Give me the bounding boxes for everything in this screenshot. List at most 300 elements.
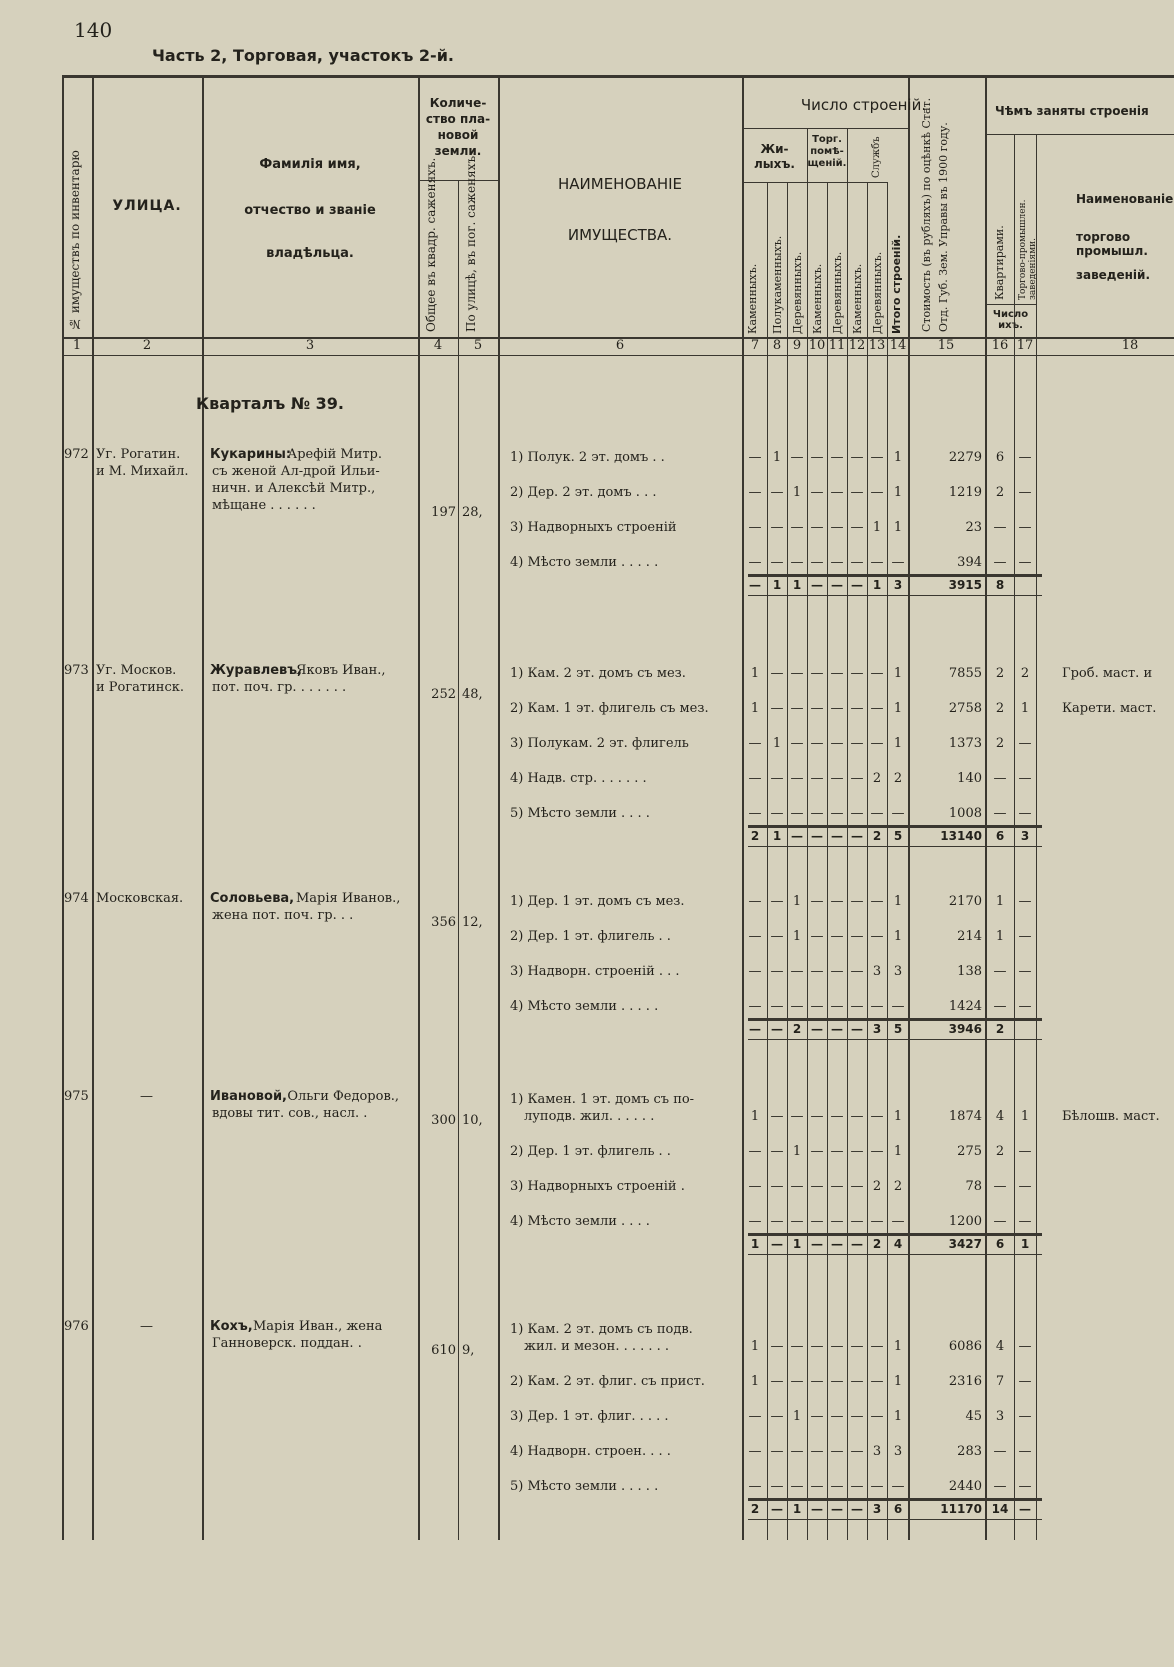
item-label: 2) Дер. 1 эт. флигель . . xyxy=(510,929,671,944)
total-cell: 1 xyxy=(750,1237,760,1251)
total-cell: — xyxy=(749,578,761,592)
column-number: 15 xyxy=(937,338,955,353)
column-number: 18 xyxy=(1121,338,1139,353)
entry-area: 197 xyxy=(431,505,456,520)
land-group-header: Количе- xyxy=(429,96,487,110)
total-cell: — xyxy=(851,1237,863,1251)
col14-header: Итого строеній. xyxy=(890,234,903,334)
item-total: 1 xyxy=(893,666,903,681)
total-cell: — xyxy=(831,1237,843,1251)
item-cost: 275 xyxy=(957,1144,982,1159)
item-total: — xyxy=(891,555,905,570)
entry-street: Уг. Москов. xyxy=(96,663,177,678)
item-enterprises: — xyxy=(1018,1144,1032,1159)
item-cell: — xyxy=(830,1179,844,1194)
entry-owner-line: мѣщане . . . . . . xyxy=(212,498,316,513)
total-cell: — xyxy=(831,578,843,592)
entry-owner-surname: Ивановой, xyxy=(210,1089,287,1104)
item-cell: — xyxy=(850,1214,864,1229)
item-label: 3) Надворн. строеній . . . xyxy=(510,964,680,979)
item-cell: — xyxy=(850,999,864,1014)
total-buildings: 4 xyxy=(893,1237,903,1251)
item-label: 1) Полук. 2 эт. домъ . . xyxy=(510,450,665,465)
item-cell: 3 xyxy=(872,1444,882,1459)
total-enterprises: 3 xyxy=(1020,829,1030,843)
item-cell: — xyxy=(748,999,762,1014)
item-label: 4) Мѣсто земли . . . . . xyxy=(510,555,659,570)
entry-owner-surname: Журавлевъ, xyxy=(210,663,302,678)
col3-header-line3: владѣльца. xyxy=(266,246,354,261)
trade-rule xyxy=(847,128,848,182)
total-cell: — xyxy=(791,829,803,843)
item-cell: — xyxy=(748,1144,762,1159)
item-total: 1 xyxy=(893,520,903,535)
buildings-group-header: Число строеній. xyxy=(800,96,927,114)
total-cell: 3 xyxy=(872,1502,882,1516)
item-cell: — xyxy=(790,520,804,535)
item-apartments: 4 xyxy=(995,1339,1005,1354)
column-number: 1 xyxy=(72,338,82,353)
item-total: 3 xyxy=(893,1444,903,1459)
item-total: 1 xyxy=(893,736,903,751)
item-enterprise-name: Бѣлошв. маст. xyxy=(1062,1109,1160,1124)
entry-owner-surname: Соловьева, xyxy=(210,891,295,906)
col-divider xyxy=(742,75,744,1540)
item-cell: — xyxy=(748,964,762,979)
item-enterprises: — xyxy=(1018,964,1032,979)
total-cell: — xyxy=(749,1022,761,1036)
total-enterprises: — xyxy=(1019,1502,1031,1516)
item-apartments: — xyxy=(993,999,1007,1014)
item-apartments: 2 xyxy=(995,1144,1005,1159)
item-cell: — xyxy=(810,806,824,821)
item-label: 3) Полукам. 2 эт. флигель xyxy=(510,736,689,751)
item-apartments: — xyxy=(993,1444,1007,1459)
item-apartments: 2 xyxy=(995,701,1005,716)
item-cost: 6086 xyxy=(948,1339,982,1354)
col4-header: Общее въ квадр. саженяхъ. xyxy=(424,157,438,332)
item-cell: — xyxy=(810,1409,824,1424)
residential-header: лыхъ. xyxy=(754,157,795,171)
item-enterprises: — xyxy=(1018,485,1032,500)
item-cell: — xyxy=(870,701,884,716)
item-cell: — xyxy=(770,1144,784,1159)
item-cell: — xyxy=(748,894,762,909)
total-buildings: 6 xyxy=(893,1502,903,1516)
item-cell: — xyxy=(770,1409,784,1424)
total-cell: 3 xyxy=(872,1022,882,1036)
entry-number: 974 xyxy=(64,891,89,906)
item-cell: — xyxy=(790,450,804,465)
item-label: 3) Надворныхъ строеній xyxy=(510,520,677,535)
item-label: 3) Надворныхъ строеній . xyxy=(510,1179,685,1194)
item-cell: — xyxy=(830,1339,844,1354)
item-cell: — xyxy=(810,929,824,944)
item-cell: 1 xyxy=(792,1144,802,1159)
item-enterprise-name: Карети. маст. xyxy=(1062,701,1157,716)
item-total: 1 xyxy=(893,929,903,944)
col-divider xyxy=(807,182,808,1540)
item-cell: — xyxy=(748,1444,762,1459)
col17-header: Торгово-промышлен. заведеніями. xyxy=(1018,199,1038,300)
col-divider xyxy=(498,75,500,1540)
count-label: Число xyxy=(992,309,1029,320)
item-total: 1 xyxy=(893,1339,903,1354)
entry-owner-line: Ольги Федоров., xyxy=(287,1089,400,1104)
item-apartments: 7 xyxy=(995,1374,1005,1389)
item-cell: 1 xyxy=(792,929,802,944)
total-cost: 11170 xyxy=(940,1502,982,1516)
item-cell: — xyxy=(770,999,784,1014)
total-cost: 3427 xyxy=(948,1237,982,1251)
item-cell: — xyxy=(748,929,762,944)
item-cell: — xyxy=(830,450,844,465)
column-number: 3 xyxy=(305,338,315,353)
item-cell: — xyxy=(810,736,824,751)
item-cell: — xyxy=(830,1214,844,1229)
item-cell: — xyxy=(850,1374,864,1389)
entry-number: 973 xyxy=(64,663,89,678)
count-label: ихъ. xyxy=(998,320,1023,331)
item-cell: — xyxy=(850,964,864,979)
entry-totals-underline xyxy=(748,595,1042,596)
item-cell: — xyxy=(748,736,762,751)
total-buildings: 5 xyxy=(893,829,903,843)
count-rule xyxy=(985,304,1036,305)
item-cell: — xyxy=(850,485,864,500)
col6-header-line2: ИМУЩЕСТВА. xyxy=(567,226,673,244)
column-number: 9 xyxy=(792,338,802,353)
item-apartments: 1 xyxy=(995,894,1005,909)
entry-totals-underline xyxy=(748,1519,1042,1520)
column-number: 6 xyxy=(615,338,625,353)
total-cell: 2 xyxy=(750,1502,760,1516)
entry-owner-line: Арефій Митр. xyxy=(287,447,383,462)
col-divider xyxy=(767,182,768,1540)
item-apartments: — xyxy=(993,964,1007,979)
item-cell: — xyxy=(830,806,844,821)
col3-header-line2: отчество и званіе xyxy=(244,203,376,218)
entry-frontage: 12, xyxy=(462,915,483,930)
item-cell: — xyxy=(870,1409,884,1424)
entry-totals-rule xyxy=(748,1018,1042,1021)
col12-header: Каменныхъ. xyxy=(851,263,864,334)
item-cell: — xyxy=(770,1179,784,1194)
col11-header: Деревянныхъ. xyxy=(831,251,844,334)
item-cell: — xyxy=(850,1339,864,1354)
total-cell: — xyxy=(811,1237,823,1251)
item-apartments: — xyxy=(993,1479,1007,1494)
item-cell: 1 xyxy=(792,1409,802,1424)
occupied-group-rule xyxy=(985,134,1174,135)
total-cell: 1 xyxy=(872,578,882,592)
item-enterprises: — xyxy=(1018,771,1032,786)
total-cell: — xyxy=(811,1502,823,1516)
item-cell: — xyxy=(790,1214,804,1229)
item-cell: — xyxy=(770,929,784,944)
col6-header-line1: НАИМЕНОВАНІЕ xyxy=(558,175,682,193)
entry-totals-rule xyxy=(748,1233,1042,1236)
item-enterprises: — xyxy=(1018,1479,1032,1494)
entry-owner-line: Марія Иванов., xyxy=(296,891,401,906)
item-cost: 2758 xyxy=(948,701,982,716)
item-total: 1 xyxy=(893,1144,903,1159)
total-cell: — xyxy=(811,578,823,592)
entry-street: Московская. xyxy=(96,891,184,906)
land-group-header: земли. xyxy=(434,144,482,158)
column-number: 5 xyxy=(473,338,483,353)
item-cost: 138 xyxy=(957,964,982,979)
item-cell: — xyxy=(870,999,884,1014)
entry-frontage: 28, xyxy=(462,505,483,520)
total-cell: — xyxy=(851,1502,863,1516)
item-label-cont: жил. и мезон. . . . . . . xyxy=(524,1339,670,1354)
land-group-header: новой xyxy=(437,128,479,142)
item-cell: — xyxy=(870,929,884,944)
item-cell: — xyxy=(850,736,864,751)
item-cell: — xyxy=(790,1374,804,1389)
item-cell: — xyxy=(810,1144,824,1159)
item-cell: — xyxy=(748,520,762,535)
item-total: — xyxy=(891,1479,905,1494)
item-total: 2 xyxy=(893,771,903,786)
total-cost: 3915 xyxy=(948,578,982,592)
item-cell: — xyxy=(770,1444,784,1459)
item-apartments: — xyxy=(993,1214,1007,1229)
item-total: — xyxy=(891,1214,905,1229)
entry-street: и Рогатинск. xyxy=(96,680,184,695)
trade-header: Торг. xyxy=(812,134,842,145)
entry-owner-surname: Кохъ, xyxy=(210,1319,253,1334)
entry-street: и М. Михайл. xyxy=(96,464,189,479)
item-enterprises: — xyxy=(1018,894,1032,909)
item-apartments: — xyxy=(993,555,1007,570)
item-label: 2) Дер. 1 эт. флигель . . xyxy=(510,1144,671,1159)
column-number: 7 xyxy=(750,338,760,353)
item-cell: — xyxy=(770,1339,784,1354)
item-cell: — xyxy=(870,1374,884,1389)
item-cost: 78 xyxy=(965,1179,982,1194)
column-number: 11 xyxy=(828,338,846,353)
item-cost: 1219 xyxy=(948,485,982,500)
item-cell: — xyxy=(870,1339,884,1354)
total-cell: 1 xyxy=(792,1502,802,1516)
item-cell: — xyxy=(830,1479,844,1494)
item-cell: — xyxy=(770,964,784,979)
item-cell: — xyxy=(850,1409,864,1424)
item-cell: — xyxy=(850,666,864,681)
item-cell: 1 xyxy=(750,701,760,716)
item-apartments: 2 xyxy=(995,736,1005,751)
item-label: 4) Мѣсто земли . . . . . xyxy=(510,999,659,1014)
item-label: 2) Кам. 1 эт. флигель съ мез. xyxy=(510,701,709,716)
entry-totals-rule xyxy=(748,574,1042,577)
page-number: 140 xyxy=(74,18,113,42)
item-cell: 2 xyxy=(872,771,882,786)
item-cell: — xyxy=(830,964,844,979)
item-apartments: 4 xyxy=(995,1109,1005,1124)
entry-street: — xyxy=(140,1089,153,1104)
col2-header: УЛИЦА. xyxy=(112,198,182,214)
item-total: — xyxy=(891,999,905,1014)
item-enterprises: — xyxy=(1018,806,1032,821)
total-apartments: 2 xyxy=(995,1022,1005,1036)
entry-totals-rule xyxy=(748,1498,1042,1501)
item-cell: — xyxy=(790,1444,804,1459)
item-cost: 1008 xyxy=(948,806,982,821)
total-cell: 2 xyxy=(872,1237,882,1251)
col-divider xyxy=(827,182,828,1540)
total-cell: — xyxy=(771,1237,783,1251)
trade-header: щеній. xyxy=(807,158,847,169)
item-total: 1 xyxy=(893,485,903,500)
item-cell: — xyxy=(790,1179,804,1194)
item-cell: — xyxy=(830,485,844,500)
item-cost: 1874 xyxy=(948,1109,982,1124)
total-cell: 1 xyxy=(792,578,802,592)
item-total: 1 xyxy=(893,450,903,465)
item-cell: — xyxy=(810,771,824,786)
item-cost: 2440 xyxy=(948,1479,982,1494)
item-enterprises: 2 xyxy=(1020,666,1030,681)
item-cell: — xyxy=(748,1479,762,1494)
entry-owner-line: Марія Иван., жена xyxy=(253,1319,383,1334)
item-label: 5) Мѣсто земли . . . . xyxy=(510,806,650,821)
item-cell: — xyxy=(850,894,864,909)
item-cell: — xyxy=(770,555,784,570)
item-cell: — xyxy=(790,1339,804,1354)
entry-owner-surname: Кукарины: xyxy=(210,447,292,462)
item-label: 1) Дер. 1 эт. домъ съ мез. xyxy=(510,894,685,909)
item-cell: — xyxy=(870,894,884,909)
col18-header: заведеній. xyxy=(1076,268,1151,282)
item-apartments: 3 xyxy=(995,1409,1005,1424)
item-total: 1 xyxy=(893,1374,903,1389)
item-cell: — xyxy=(810,964,824,979)
item-cell: — xyxy=(830,1409,844,1424)
entry-owner-line: ничн. и Алексѣй Митр., xyxy=(212,481,376,496)
column-number: 10 xyxy=(808,338,826,353)
item-cell: — xyxy=(830,1109,844,1124)
entry-totals-underline xyxy=(748,1039,1042,1040)
item-cell: — xyxy=(850,555,864,570)
item-cell: — xyxy=(850,520,864,535)
item-cell: — xyxy=(870,666,884,681)
entry-owner-line: жена пот. поч. гр. . . xyxy=(212,908,354,923)
entry-frontage: 48, xyxy=(462,687,483,702)
item-cost: 1373 xyxy=(948,736,982,751)
total-apartments: 14 xyxy=(991,1502,1009,1516)
item-cell: — xyxy=(790,701,804,716)
column-number: 14 xyxy=(889,338,907,353)
item-cell: — xyxy=(790,999,804,1014)
item-cell: — xyxy=(850,1444,864,1459)
item-cell: — xyxy=(748,450,762,465)
total-cell: — xyxy=(851,829,863,843)
item-cell: — xyxy=(870,1144,884,1159)
item-cell: — xyxy=(870,736,884,751)
item-apartments: 2 xyxy=(995,666,1005,681)
entry-owner-line: вдовы тит. сов., насл. . xyxy=(212,1106,368,1121)
quarter-title: Кварталъ № 39. xyxy=(196,394,344,413)
item-cell: 1 xyxy=(792,894,802,909)
item-enterprises: — xyxy=(1018,520,1032,535)
item-apartments: — xyxy=(993,806,1007,821)
item-cell: — xyxy=(810,1214,824,1229)
item-cell: — xyxy=(830,520,844,535)
col1-header: № имуществъ по инвентарю xyxy=(68,150,82,331)
item-enterprises: — xyxy=(1018,1444,1032,1459)
item-total: 1 xyxy=(893,894,903,909)
item-cell: — xyxy=(748,1214,762,1229)
item-cell: — xyxy=(870,1109,884,1124)
total-cell: — xyxy=(831,829,843,843)
item-cell: 1 xyxy=(750,666,760,681)
item-cell: 1 xyxy=(750,1374,760,1389)
entry-owner-line: пот. поч. гр. . . . . . . xyxy=(212,680,347,695)
item-label: 1) Кам. 2 эт. домъ съ подв. xyxy=(510,1322,693,1337)
total-cell: — xyxy=(811,829,823,843)
column-number: 8 xyxy=(772,338,782,353)
col9-header: Деревянныхъ. xyxy=(791,251,804,334)
total-cell: 2 xyxy=(872,829,882,843)
item-enterprises: — xyxy=(1018,1409,1032,1424)
item-cell: — xyxy=(790,964,804,979)
col5-header: По улицѣ, въ пог. саженяхъ. xyxy=(464,152,478,332)
entry-area: 610 xyxy=(431,1343,456,1358)
land-group-header: ство пла- xyxy=(425,112,491,126)
col13-header: Деревянныхъ. xyxy=(871,251,884,334)
total-buildings: 5 xyxy=(893,1022,903,1036)
total-cell: — xyxy=(831,1022,843,1036)
item-cost: 23 xyxy=(965,520,982,535)
item-cell: — xyxy=(810,1374,824,1389)
item-apartments: — xyxy=(993,520,1007,535)
item-cell: 1 xyxy=(792,485,802,500)
col-divider xyxy=(787,182,788,1540)
col16-header: Квартирами. xyxy=(993,225,1006,300)
item-cost: 2170 xyxy=(948,894,982,909)
entry-area: 300 xyxy=(431,1113,456,1128)
col18-header: Наименованіе xyxy=(1076,192,1174,206)
item-cell: — xyxy=(830,701,844,716)
total-cell: — xyxy=(831,1502,843,1516)
item-cell: — xyxy=(810,666,824,681)
item-cell: — xyxy=(830,736,844,751)
item-label-cont: луподв. жил. . . . . . xyxy=(524,1109,655,1124)
total-cell: 2 xyxy=(792,1022,802,1036)
item-cell: — xyxy=(770,1374,784,1389)
item-apartments: — xyxy=(993,1179,1007,1194)
item-total: 1 xyxy=(893,701,903,716)
total-cost: 3946 xyxy=(948,1022,982,1036)
item-label: 5) Мѣсто земли . . . . . xyxy=(510,1479,659,1494)
item-cell: — xyxy=(830,1144,844,1159)
item-cell: 1 xyxy=(750,1109,760,1124)
item-cell: — xyxy=(810,485,824,500)
item-enterprises: — xyxy=(1018,929,1032,944)
item-cell: — xyxy=(870,806,884,821)
item-cell: — xyxy=(850,1144,864,1159)
item-enterprises: — xyxy=(1018,1214,1032,1229)
total-cell: — xyxy=(811,1022,823,1036)
item-cell: — xyxy=(850,806,864,821)
item-label: 1) Кам. 2 эт. домъ съ мез. xyxy=(510,666,686,681)
item-cell: — xyxy=(830,894,844,909)
item-cell: — xyxy=(770,894,784,909)
item-cell: — xyxy=(790,736,804,751)
entry-frontage: 9, xyxy=(462,1343,475,1358)
